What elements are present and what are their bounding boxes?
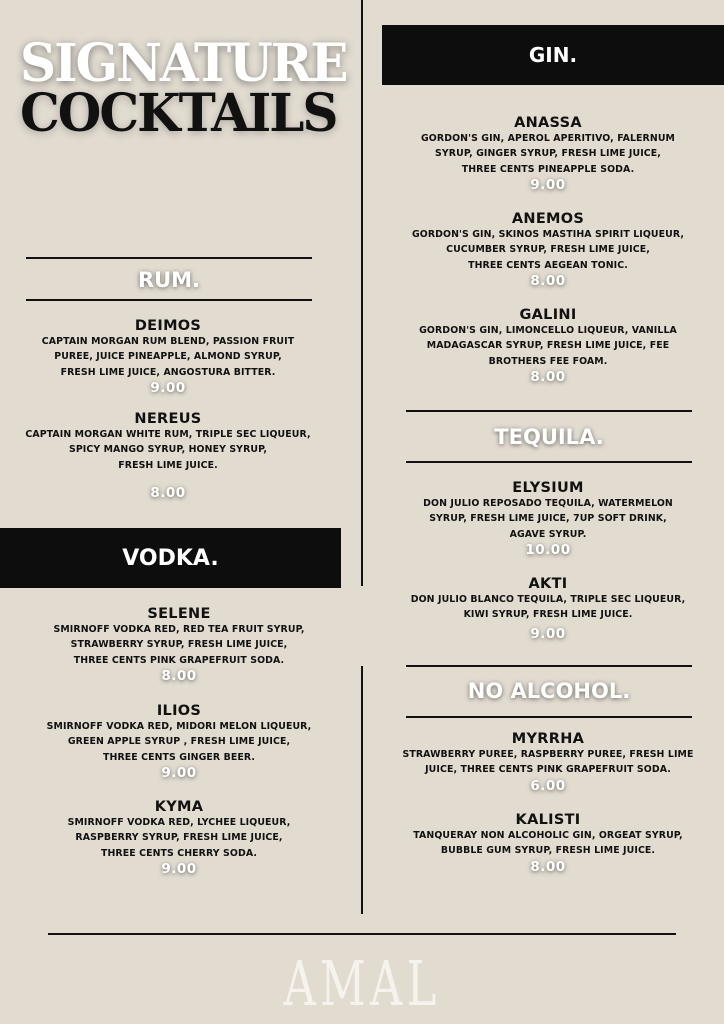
- item-price: 9.00: [161, 860, 197, 877]
- title-line-cocktails: COCKTAILS: [20, 81, 337, 144]
- section-title-gin: GIN.: [382, 25, 724, 85]
- item-name: DEIMOS: [134, 318, 202, 334]
- item-desc-line: FRESH LIME JUICE.: [118, 459, 218, 471]
- item-name: ANASSA: [514, 115, 582, 131]
- section-title-no-alcohol: NO ALCOHOL.: [467, 679, 631, 703]
- menu-item-anemos: [398, 211, 698, 289]
- item-desc-line: SMIRNOFF VODKA RED, LYCHEE LIQUEUR,: [67, 817, 291, 828]
- menu-item-akti: [398, 576, 698, 642]
- item-desc-line: GORDON'S GIN, SKINOS MASTIHA SPIRIT LIQUEUR,: [411, 229, 685, 240]
- item-desc-line: GORDON'S GIN, APEROL APERITIVO, FALERNUM: [421, 133, 675, 144]
- item-desc-line: SYRUP, FRESH LIME JUICE, 7UP SOFT DRINK,: [429, 513, 667, 525]
- item-desc-line: THREE CENTS AEGEAN TONIC.: [468, 259, 628, 271]
- item-desc-line: MADAGASCAR SYRUP, FRESH LIME JUICE, FEE: [426, 340, 670, 352]
- item-desc-line: GORDON'S GIN, LIMONCELLO LIQUEUR, VANILLA: [419, 325, 677, 336]
- menu-item-galini: [398, 307, 698, 385]
- item-desc-line: TANQUERAY NON ALCOHOLIC GIN, ORGEAT SYRUP,: [413, 830, 683, 841]
- item-desc-line: STRAWBERRY PUREE, RASPBERRY PUREE, FRESH LIME: [402, 749, 694, 760]
- item-desc-line: DON JULIO BLANCO TEQUILA, TRIPLE SEC LIQUEUR,: [410, 594, 686, 605]
- item-desc-line: RASPBERRY SYRUP, FRESH LIME JUICE,: [75, 832, 283, 844]
- section-title-rum: RUM.: [137, 268, 201, 292]
- rum-top-rule: [26, 257, 312, 259]
- item-name: GALINI: [519, 307, 577, 323]
- item-price: 9.00: [530, 625, 566, 642]
- item-desc-line: FRESH LIME JUICE, ANGOSTURA BITTER.: [60, 366, 276, 378]
- item-name: AKTI: [528, 576, 568, 592]
- menu-item-deimos: [18, 318, 318, 396]
- item-desc-line: SPICY MANGO SYRUP, HONEY SYRUP,: [68, 444, 268, 456]
- item-price: 8.00: [530, 272, 566, 289]
- column-divider-lower: [361, 666, 363, 914]
- item-desc-line: BUBBLE GUM SYRUP, FRESH LIME JUICE.: [440, 845, 656, 857]
- item-desc-line: STRAWBERRY SYRUP, FRESH LIME JUICE,: [70, 639, 288, 651]
- item-desc-line: THREE CENTS PINEAPPLE SODA.: [461, 163, 635, 175]
- item-price: 8.00: [530, 368, 566, 385]
- item-price: 6.00: [530, 777, 566, 794]
- item-desc-line: KIWI SYRUP, FRESH LIME JUICE.: [463, 609, 633, 621]
- item-name: KALISTI: [515, 812, 581, 828]
- item-desc-line: JUICE, THREE CENTS PINK GRAPEFRUIT SODA.: [425, 764, 671, 776]
- menu-item-elysium: [398, 480, 698, 558]
- no-alcohol-top-rule: [406, 665, 692, 667]
- item-price: 8.00: [530, 858, 566, 875]
- menu-item-anassa: [398, 115, 698, 193]
- item-desc-line: BROTHERS FEE FOAM.: [488, 355, 608, 367]
- item-name: SELENE: [147, 606, 211, 622]
- item-desc-line: THREE CENTS CHERRY SODA.: [100, 847, 258, 859]
- item-desc-line: SYRUP, GINGER SYRUP, FRESH LIME JUICE,: [435, 148, 661, 160]
- item-name: ELYSIUM: [512, 480, 584, 496]
- item-price: 10.00: [525, 541, 571, 558]
- item-desc-line: SMIRNOFF VODKA RED, RED TEA FRUIT SYRUP,: [53, 624, 305, 635]
- item-desc-line: CAPTAIN MORGAN RUM BLEND, PASSION FRUIT: [41, 336, 295, 347]
- footer-divider: [48, 933, 676, 935]
- menu-item-nereus: [18, 411, 318, 501]
- section-title-tequila: TEQUILA.: [494, 425, 604, 449]
- menu-item-myrrha: [398, 731, 698, 794]
- no-alcohol-bottom-rule: [406, 716, 692, 718]
- tequila-bottom-rule: [406, 461, 692, 463]
- item-name: ANEMOS: [511, 211, 585, 227]
- item-desc-line: SMIRNOFF VODKA RED, MIDORI MELON LIQUEUR,: [46, 721, 312, 732]
- menu-item-kalisti: [398, 812, 698, 875]
- brand-logo: AMAL: [283, 947, 441, 1020]
- item-price: 9.00: [530, 176, 566, 193]
- rum-bottom-rule: [26, 299, 312, 301]
- item-desc-line: PUREE, JUICE PINEAPPLE, ALMOND SYRUP,: [54, 351, 282, 363]
- item-name: ILIOS: [156, 703, 202, 719]
- item-name: MYRRHA: [511, 731, 585, 747]
- column-divider-upper: [361, 0, 363, 586]
- item-desc-line: THREE CENTS PINK GRAPEFRUIT SODA.: [73, 654, 285, 666]
- menu-item-kyma: [26, 799, 332, 877]
- item-price: 8.00: [161, 667, 197, 684]
- section-title-vodka: VODKA.: [0, 528, 341, 588]
- title-line-signature: SIGNATURE: [20, 31, 347, 94]
- item-price: 8.00: [150, 484, 186, 501]
- item-name: KYMA: [154, 799, 204, 815]
- item-desc-line: CUCUMBER SYRUP, FRESH LIME JUICE,: [446, 244, 650, 256]
- item-desc-line: DON JULIO REPOSADO TEQUILA, WATERMELON: [423, 498, 673, 509]
- menu-item-selene: [26, 606, 332, 684]
- item-price: 9.00: [150, 379, 186, 396]
- item-desc-line: CAPTAIN MORGAN WHITE RUM, TRIPLE SEC LIQUEUR,: [25, 429, 311, 440]
- item-desc-line: GREEN APPLE SYRUP , FRESH LIME JUICE,: [67, 736, 291, 748]
- menu-item-ilios: [26, 703, 332, 781]
- tequila-top-rule: [406, 410, 692, 412]
- item-name: NEREUS: [134, 411, 202, 427]
- item-price: 9.00: [161, 764, 197, 781]
- item-desc-line: THREE CENTS GINGER BEER.: [103, 751, 255, 763]
- item-desc-line: AGAVE SYRUP.: [509, 528, 587, 540]
